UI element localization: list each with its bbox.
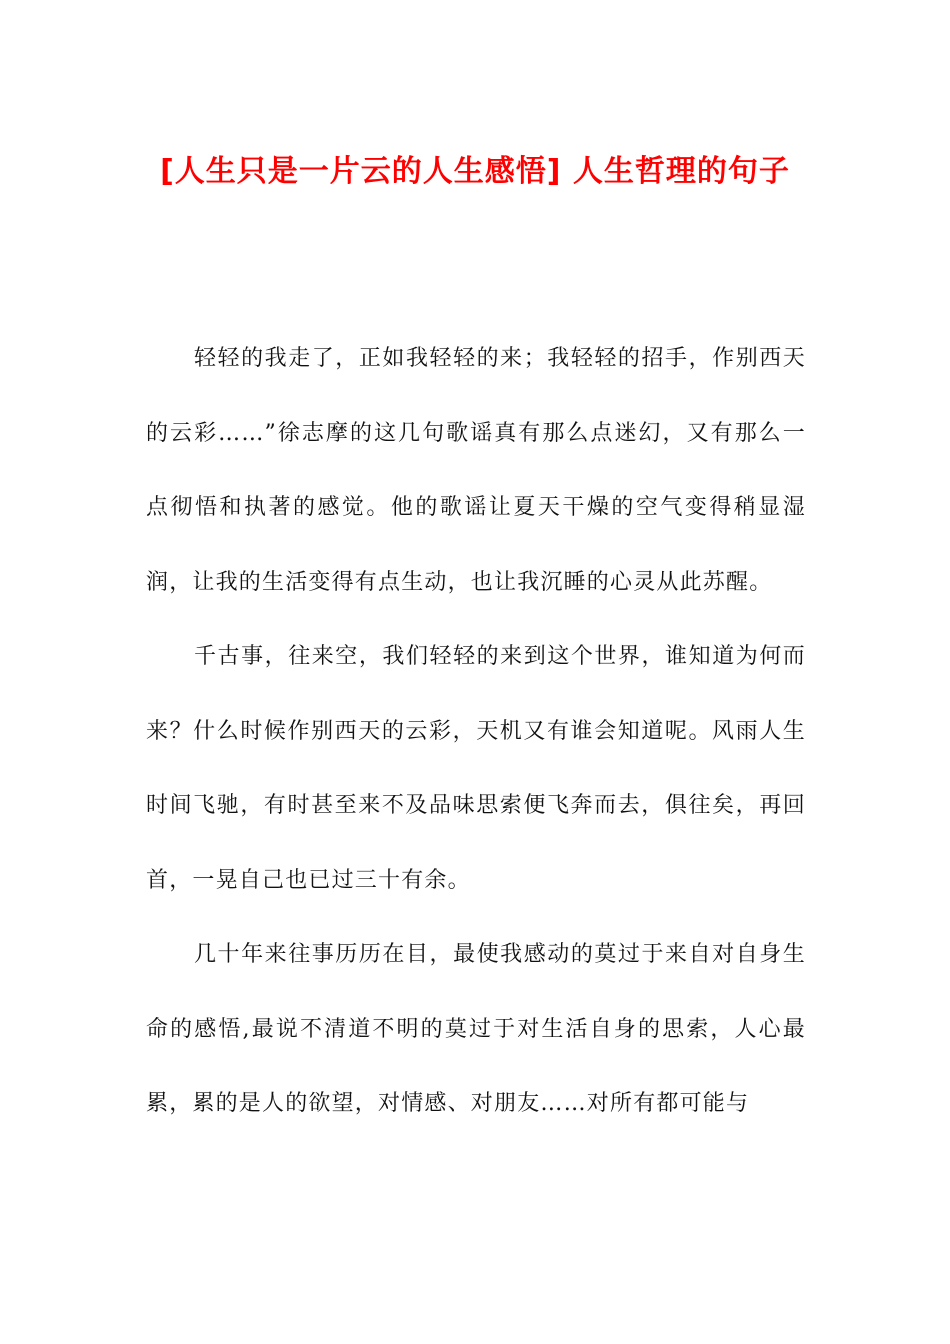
document-title: [人生只是一片云的人生感悟] 人生哲理的句子 (160, 154, 790, 189)
paragraph-3: 几十年来往事历历在目，最使我感动的莫过于来自对自身生命的感悟,最说不清道不明的莫过于对生活自身的思索，人心最累，累的是人的欲望，对情感、对朋友……对所有都可能与 (146, 942, 806, 1116)
paragraph-1: 轻轻的我走了，正如我轻轻的来；我轻轻的招手，作别西天的云彩……”徐志摩的这几句歌谣真有那么点迷幻，又有那么一点彻悟和执著的感觉。他的歌谣让夏天干燥的空气变得稍显湿润，让我的生活变得有点生动，也让我沉睡的心灵从此苏醒。 (146, 346, 806, 595)
paragraph-2: 千古事，往来空，我们轻轻的来到这个世界，谁知道为何而来？什么时候作别西天的云彩，天机又有谁会知道呢。风雨人生时间飞驰，有时甚至来不及品味思索便飞奔而去，俱往矣，再回首，一晃自己也已过三十有余。 (146, 644, 806, 893)
document-body (146, 322, 806, 1142)
